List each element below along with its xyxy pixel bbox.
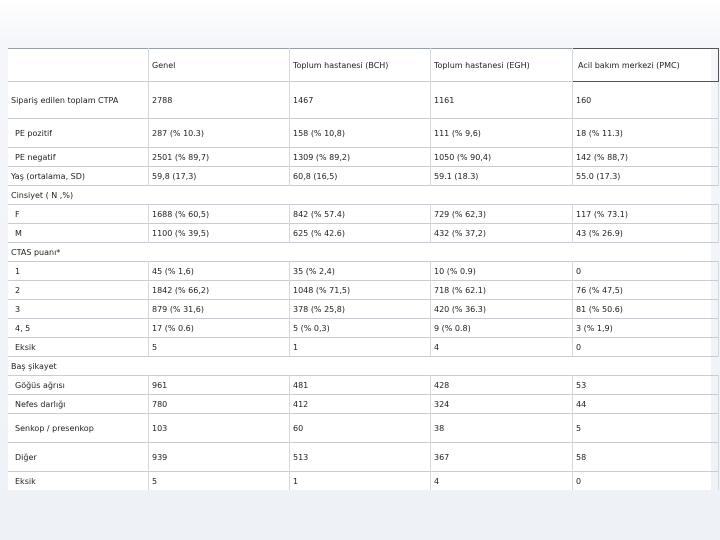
cell-bch: 842 (% 57.4) bbox=[290, 205, 431, 224]
row-label: 4, 5 bbox=[8, 319, 149, 338]
cell-bch: 60 bbox=[290, 414, 431, 443]
cell-overall: 2501 (% 89,7) bbox=[149, 148, 290, 167]
cell-overall: 17 (% 0.6) bbox=[149, 319, 290, 338]
cell-pmc: 0 bbox=[573, 262, 719, 281]
cell-bch: 625 (% 42.6) bbox=[290, 224, 431, 243]
cell-egh: 10 (% 0.9) bbox=[431, 262, 573, 281]
row-label: 3 bbox=[8, 300, 149, 319]
row-label: 2 bbox=[8, 281, 149, 300]
cell-pmc: 160 bbox=[573, 82, 719, 119]
cell-bch: 1309 (% 89,2) bbox=[290, 148, 431, 167]
cell-overall: 1842 (% 66,2) bbox=[149, 281, 290, 300]
table-header-row bbox=[8, 49, 719, 82]
cell-pmc: 58 bbox=[573, 443, 719, 472]
cell-bch: 1048 (% 71,5) bbox=[290, 281, 431, 300]
row-label: PE negatif bbox=[8, 148, 149, 167]
cell-pmc: 43 (% 26.9) bbox=[573, 224, 719, 243]
row-label: Göğüs ağrısı bbox=[8, 376, 149, 395]
cell-bch: 378 (% 25,8) bbox=[290, 300, 431, 319]
table-row bbox=[8, 82, 719, 119]
cell-bch: 412 bbox=[290, 395, 431, 414]
cell-pmc: 0 bbox=[573, 472, 719, 491]
cell-bch: 513 bbox=[290, 443, 431, 472]
cell-overall: 961 bbox=[149, 376, 290, 395]
cell-bch: 1 bbox=[290, 338, 431, 357]
header-cell-pmc: Acil bakım merkezi (PMC) bbox=[573, 49, 719, 82]
cell-egh: 367 bbox=[431, 443, 573, 472]
cell-egh: 4 bbox=[431, 338, 573, 357]
cell-overall: 287 (% 10.3) bbox=[149, 119, 290, 148]
row-label: Eksik bbox=[8, 472, 149, 491]
cell-egh: 111 (% 9,6) bbox=[431, 119, 573, 148]
header-cell-bch: Toplum hastanesi (BCH) bbox=[290, 49, 431, 82]
cell-overall: 5 bbox=[149, 472, 290, 491]
section-row-gender bbox=[8, 186, 719, 205]
table-row bbox=[8, 167, 719, 186]
section-label: CTAS puanı* bbox=[8, 243, 719, 262]
cell-bch: 1 bbox=[290, 472, 431, 491]
table-row bbox=[8, 443, 719, 472]
table-row bbox=[8, 395, 719, 414]
cell-overall: 2788 bbox=[149, 82, 290, 119]
row-label: Yaş (ortalama, SD) bbox=[8, 167, 149, 186]
row-label: PE pozitif bbox=[8, 119, 149, 148]
cell-egh: 324 bbox=[431, 395, 573, 414]
table-row bbox=[8, 119, 719, 148]
row-label: M bbox=[8, 224, 149, 243]
cell-overall: 103 bbox=[149, 414, 290, 443]
cell-pmc: 44 bbox=[573, 395, 719, 414]
cell-pmc: 142 (% 88,7) bbox=[573, 148, 719, 167]
table-row bbox=[8, 414, 719, 443]
cell-pmc: 76 (% 47,5) bbox=[573, 281, 719, 300]
cell-pmc: 0 bbox=[573, 338, 719, 357]
cell-bch: 5 (% 0,3) bbox=[290, 319, 431, 338]
cell-egh: 432 (% 37,2) bbox=[431, 224, 573, 243]
table-row bbox=[8, 376, 719, 395]
cell-egh: 9 (% 0.8) bbox=[431, 319, 573, 338]
cell-overall: 879 (% 31,6) bbox=[149, 300, 290, 319]
cell-pmc: 18 (% 11.3) bbox=[573, 119, 719, 148]
row-label: Eksik bbox=[8, 338, 149, 357]
cell-pmc: 3 (% 1,9) bbox=[573, 319, 719, 338]
table-row bbox=[8, 281, 719, 300]
row-label: F bbox=[8, 205, 149, 224]
data-table bbox=[8, 48, 719, 490]
row-label: Diğer bbox=[8, 443, 149, 472]
row-label: Senkop / presenkop bbox=[8, 414, 149, 443]
table-row bbox=[8, 224, 719, 243]
cell-egh: 729 (% 62,3) bbox=[431, 205, 573, 224]
cell-egh: 428 bbox=[431, 376, 573, 395]
header-cell-egh: Toplum hastanesi (EGH) bbox=[431, 49, 573, 82]
row-label: Sipariş edilen toplam CTPA bbox=[8, 82, 149, 119]
cell-overall: 5 bbox=[149, 338, 290, 357]
cell-pmc: 53 bbox=[573, 376, 719, 395]
cell-pmc: 81 (% 50.6) bbox=[573, 300, 719, 319]
cell-overall: 939 bbox=[149, 443, 290, 472]
table-row bbox=[8, 300, 719, 319]
cell-overall: 780 bbox=[149, 395, 290, 414]
cell-overall: 1100 (% 39,5) bbox=[149, 224, 290, 243]
row-label: 1 bbox=[8, 262, 149, 281]
table-row bbox=[8, 205, 719, 224]
table-row bbox=[8, 338, 719, 357]
cell-overall: 59,8 (17,3) bbox=[149, 167, 290, 186]
cell-overall: 45 (% 1,6) bbox=[149, 262, 290, 281]
cell-egh: 420 (% 36.3) bbox=[431, 300, 573, 319]
cell-overall: 1688 (% 60,5) bbox=[149, 205, 290, 224]
section-row-ctas bbox=[8, 243, 719, 262]
table-row bbox=[8, 472, 719, 491]
table-row bbox=[8, 319, 719, 338]
cell-egh: 4 bbox=[431, 472, 573, 491]
cell-bch: 158 (% 10,8) bbox=[290, 119, 431, 148]
cell-bch: 1467 bbox=[290, 82, 431, 119]
cell-egh: 718 (% 62.1) bbox=[431, 281, 573, 300]
cell-bch: 35 (% 2,4) bbox=[290, 262, 431, 281]
cell-pmc: 117 (% 73.1) bbox=[573, 205, 719, 224]
section-row-complaint bbox=[8, 357, 719, 376]
header-cell-empty bbox=[8, 49, 149, 82]
section-label: Cinsiyet ( N ,%) bbox=[8, 186, 719, 205]
header-cell-overall: Genel bbox=[149, 49, 290, 82]
table-row bbox=[8, 262, 719, 281]
cell-egh: 38 bbox=[431, 414, 573, 443]
section-label: Baş şikayet bbox=[8, 357, 719, 376]
table-row bbox=[8, 148, 719, 167]
cell-bch: 481 bbox=[290, 376, 431, 395]
cell-egh: 59.1 (18.3) bbox=[431, 167, 573, 186]
cell-bch: 60,8 (16,5) bbox=[290, 167, 431, 186]
cell-pmc: 5 bbox=[573, 414, 719, 443]
cell-egh: 1050 (% 90,4) bbox=[431, 148, 573, 167]
row-label: Nefes darlığı bbox=[8, 395, 149, 414]
cell-pmc: 55.0 (17.3) bbox=[573, 167, 719, 186]
cell-egh: 1161 bbox=[431, 82, 573, 119]
data-table-container bbox=[8, 48, 711, 490]
